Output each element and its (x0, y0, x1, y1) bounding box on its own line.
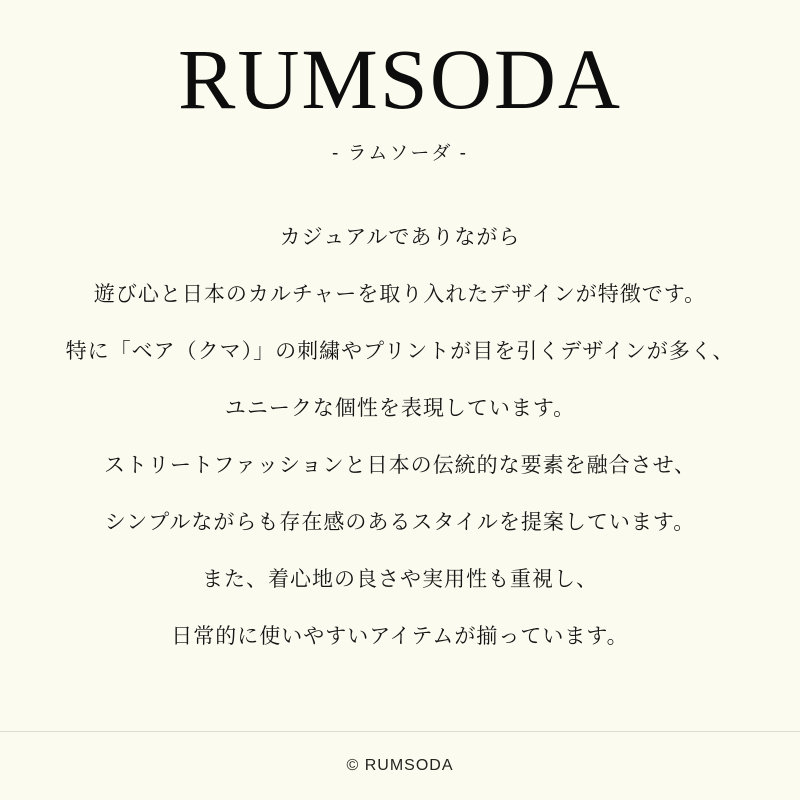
description-line: シンプルながらも存在感のあるスタイルを提案しています。 (104, 511, 696, 535)
brand-header (0, 0, 800, 165)
description-line: 遊び心と日本のカルチャーを取り入れたデザインが特徴です。 (93, 283, 707, 307)
description-line: 特に「ベア（クマ）」の刺繍やプリントが目を引くデザインが多く、 (65, 340, 735, 364)
description-line: ストリートファッションと日本の伝統的な要素を融合させ、 (104, 454, 696, 478)
description-line: カジュアルでありながら (279, 226, 521, 250)
footer (0, 731, 800, 800)
copyright-text: © RUMSODA (346, 757, 454, 774)
brand-subtitle: - ラムソーダ - (331, 143, 469, 165)
page-title: RUMSODA (177, 31, 623, 127)
description-line: また、着心地の良さや実用性も重視し、 (202, 568, 598, 592)
description-line: ユニークな個性を表現しています。 (224, 397, 576, 421)
description-line: 日常的に使いやすいアイテムが揃っています。 (171, 625, 629, 649)
description-block (0, 227, 800, 800)
